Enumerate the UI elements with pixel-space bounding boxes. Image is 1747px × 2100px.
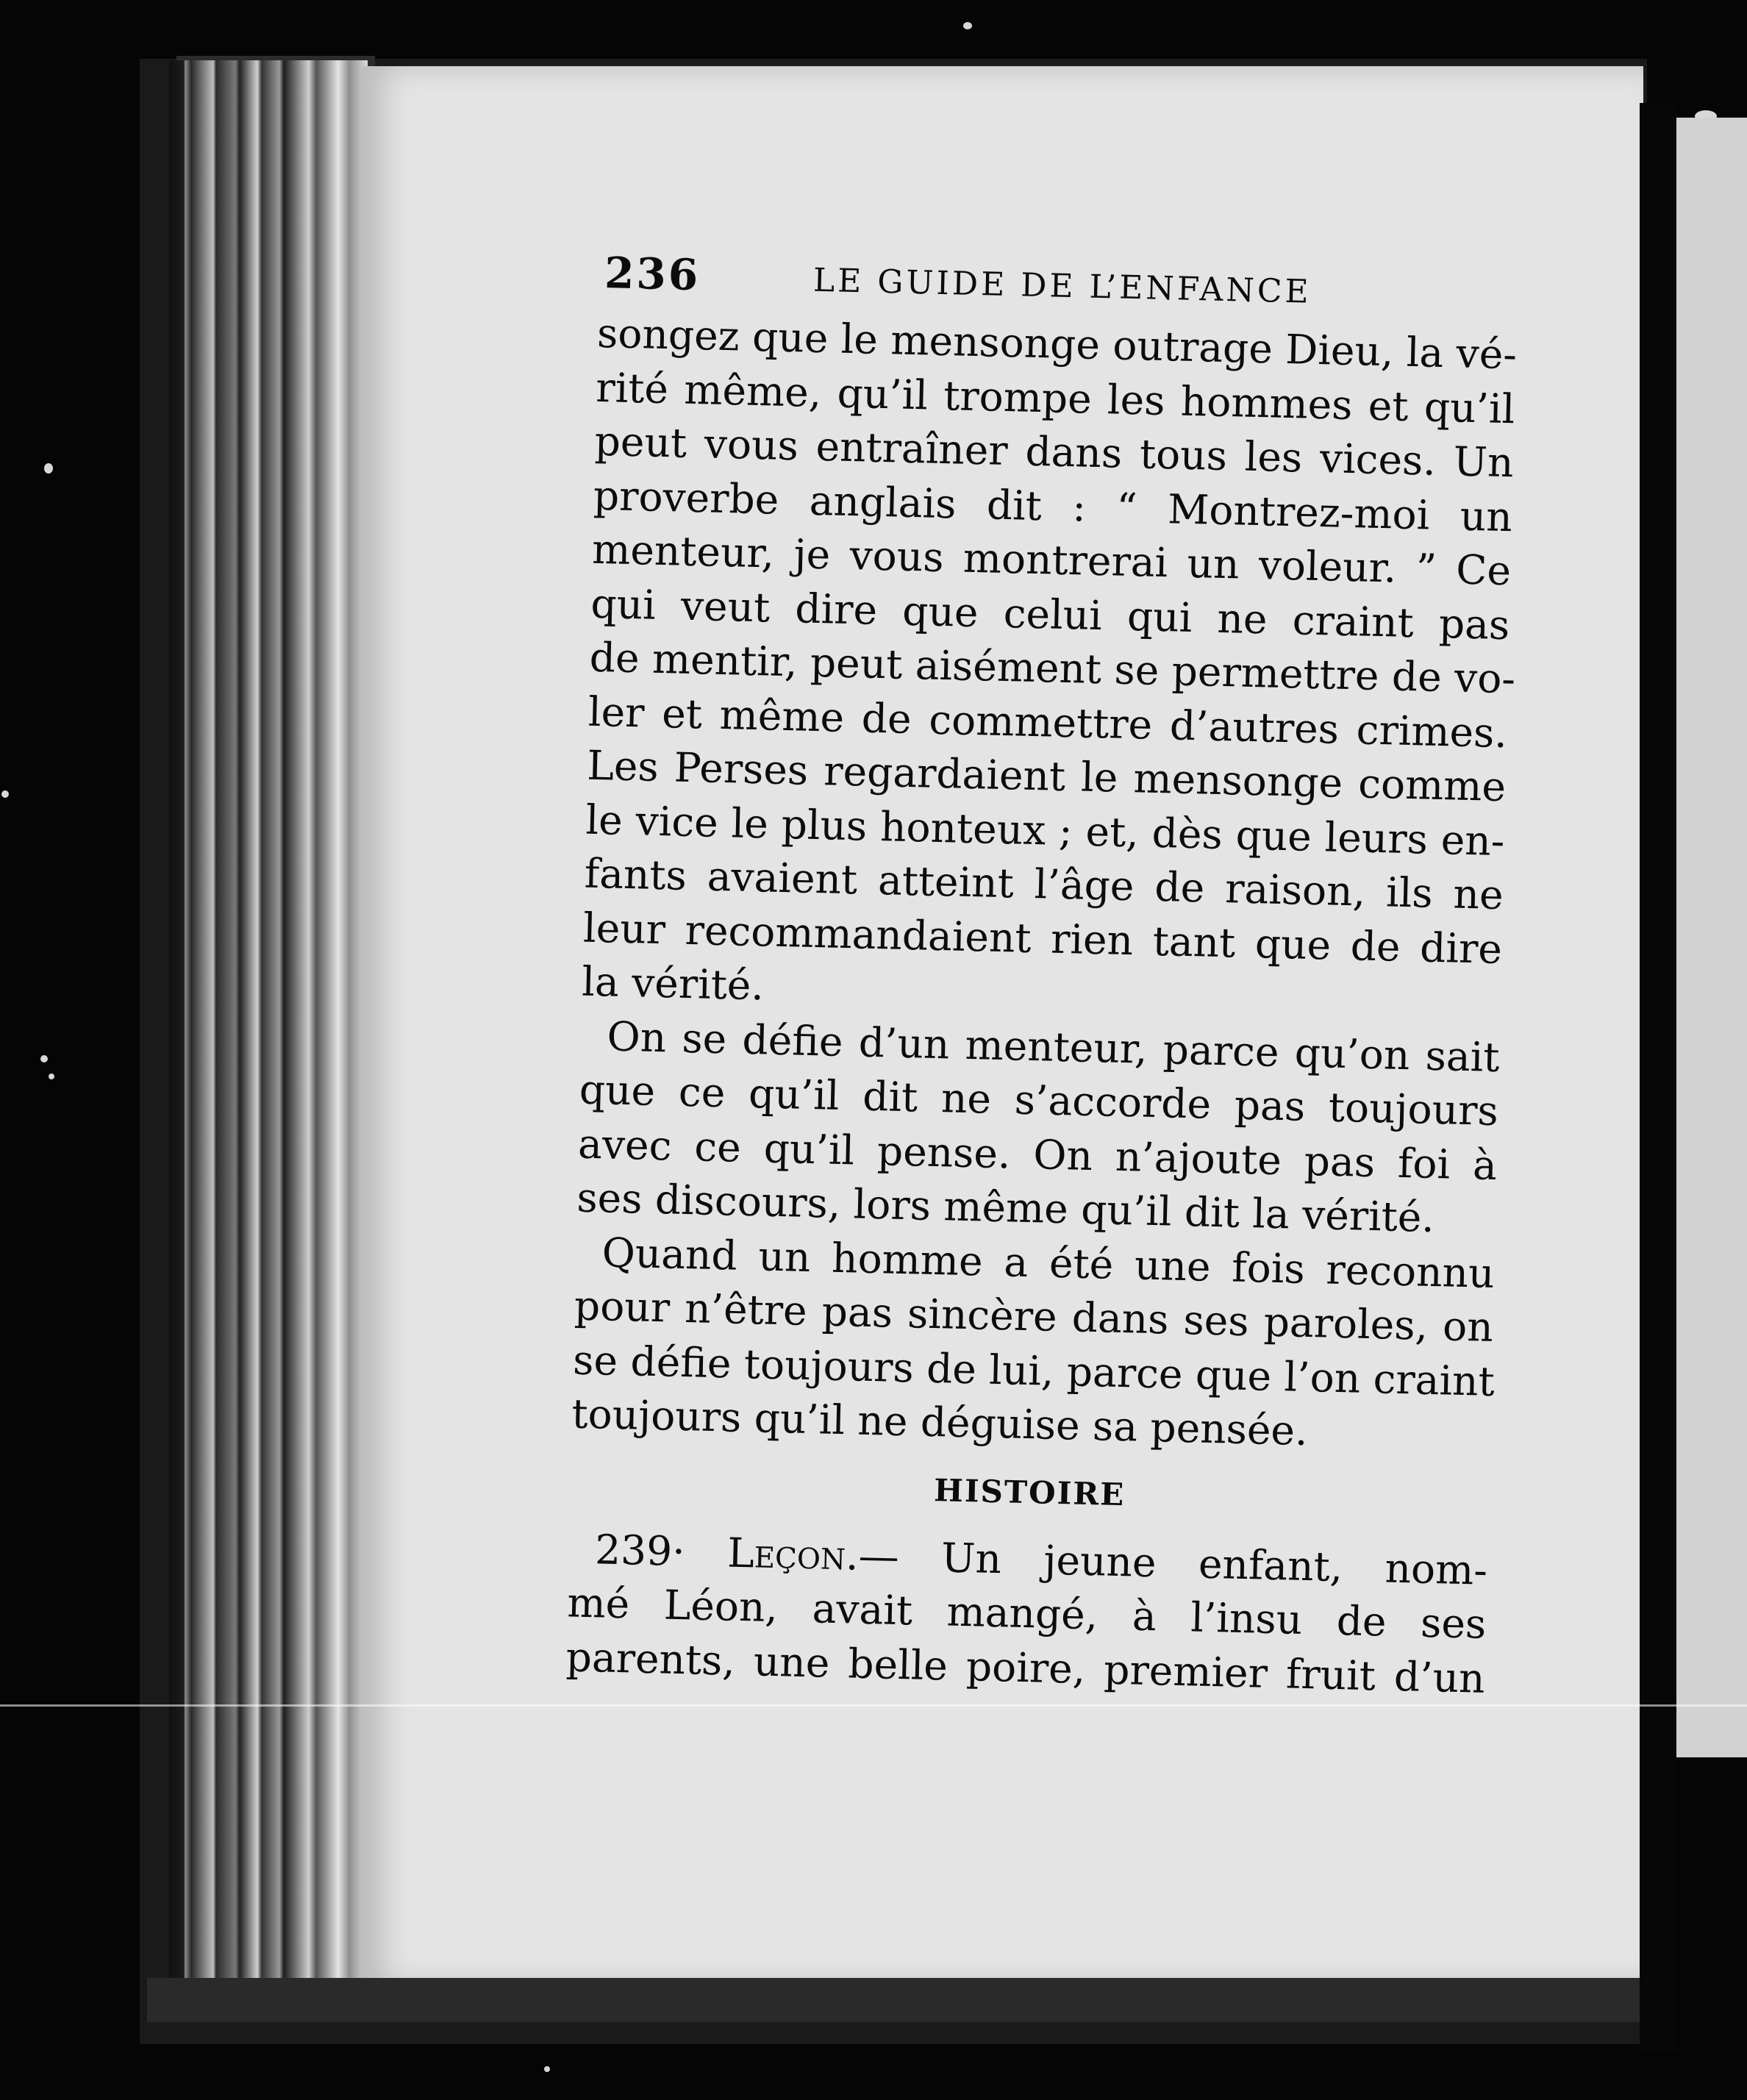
scan-speck [49,1074,54,1079]
text-line: On se défie d’un menteur, parce qu’on sait [606,1012,1501,1081]
text-line: peut vous entraîner dans tous les vices. Un [594,417,1515,487]
text-line: Les Perses regardaient le mensonge comme [586,741,1507,811]
text-line: la vérité. [581,957,765,1010]
page-number: 236 [604,248,701,301]
lesson-label: Leçon.— [726,1528,900,1580]
text-line: que ce qu’il dit ne s’accorde pas toujours [579,1065,1499,1135]
text-line: fants avaient atteint l’âge de raison, ils ne [584,849,1504,919]
text-line: ler et même de commettre d’autres crimes. [587,688,1508,757]
text-line: se défie toujours de lui, parce que l’on craint [572,1335,1496,1405]
text-line: toujours qu’il ne déguise sa pensée. [571,1390,1309,1455]
scan-speck [963,22,972,29]
text-line: songez que le mensonge outrage Dieu, la vé- [596,309,1518,379]
text-line: avec ce qu’il pense. On n’ajoute pas foi à [577,1120,1498,1189]
paragraph-4 [507,1521,1496,1706]
running-head-title: LE GUIDE DE L’ENFANCE [812,261,1312,311]
text-line: ses discours, lors même qu’il dit la vérité. [576,1174,1435,1242]
scan-speck [1,790,9,798]
page-text-block [507,246,1526,1706]
book-bottom-edge [147,1978,1640,2022]
lesson-first-line-text: Un jeune enfant, nom- [940,1533,1488,1594]
text-line: mé Léon, avait mangé, à l’insu de ses [566,1579,1487,1648]
text-line: le vice le plus honteux ; et, dès que leurs en- [585,796,1506,865]
text-line: qui veut dire que celui qui ne craint pas [590,579,1510,649]
paragraph-1 [523,305,1524,1031]
next-page-sliver [1676,118,1747,1757]
text-line: menteur, je vous montrerai un voleur. ” Ce [591,525,1512,595]
scan-speck [44,463,53,474]
scan-line-artifact [0,1704,1747,1707]
page-gutter [1640,103,1678,2051]
text-line: proverbe anglais dit : “ Montrez-moi un [593,471,1513,540]
scan-speck [40,1055,48,1062]
text-line: parents, une belle poire, premier fruit d’un [565,1632,1486,1702]
text-line: Quand un homme a été une fois reconnu [601,1228,1496,1297]
paragraph-2 [518,1007,1508,1246]
scan-speck [544,2066,550,2072]
text-line: pour n’être pas sincère dans ses paroles, on [574,1282,1494,1351]
text-line: leur recommandaient rien tant que de dire [582,904,1503,973]
text-line: de mentir, peut aisément se permettre de vo- [589,633,1516,703]
text-line: rité même, qu’il trompe les hommes et qu’il [595,363,1515,432]
section-title: HISTOIRE [933,1471,1126,1512]
paragraph-3 [512,1224,1503,1462]
lesson-number: 239· [594,1525,686,1575]
